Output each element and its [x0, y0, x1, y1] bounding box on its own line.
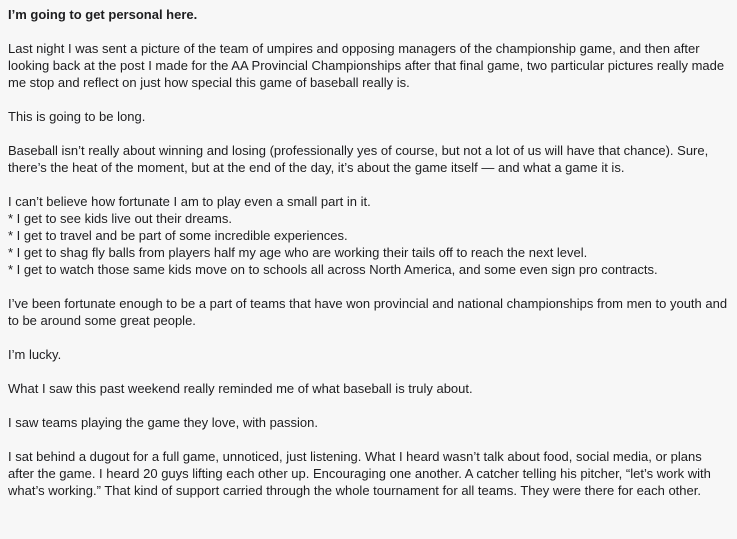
paragraph-lucky: I’m lucky. — [8, 347, 62, 362]
paragraph-passion: I saw teams playing the game they love, with passion. — [8, 415, 318, 430]
paragraph-dugout: I sat behind a dugout for a full game, unnoticed, just listening. What I heard wasn’t talk about food, social media, or plans after the game. I heard 20 guys lifting each other up. Encouraging one another. A catcher telling his pitcher, “let’s work with what’s working.” That kind of support carried through the whole tournament for all teams. They were there for each other. — [8, 449, 711, 498]
paragraph-long-note: This is going to be long. — [8, 109, 146, 124]
list-item: * I get to shag fly balls from players half my age who are working their tails off to reach the next level. — [8, 245, 588, 260]
paragraph-championships: I’ve been fortunate enough to be a part of teams that have won provincial and national championships from men to youth and to be around some great people. — [8, 296, 728, 328]
list-intro: I can’t believe how fortunate I am to play even a small part in it. — [8, 194, 371, 209]
paragraph-winning-losing: Baseball isn’t really about winning and losing (professionally yes of course, but not a lot of us will have that chance). Sure, there’s the heat of the moment, but at the end of the day, it’s about the game itself — and what a game it is. — [8, 143, 709, 175]
post-heading: I’m going to get personal here. — [8, 7, 198, 22]
paragraph-weekend: What I saw this past weekend really reminded me of what baseball is truly about. — [8, 381, 473, 396]
list-item: * I get to watch those same kids move on to schools all across North America, and some even sign pro contracts. — [8, 262, 658, 277]
list-item: * I get to travel and be part of some incredible experiences. — [8, 228, 348, 243]
fortunate-list — [8, 193, 729, 278]
list-item: * I get to see kids live out their dreams. — [8, 211, 232, 226]
paragraph-intro: Last night I was sent a picture of the team of umpires and opposing managers of the championship game, and then after looking back at the post I made for the AA Provincial Championships after that final game, two particular pictures really made me stop and reflect on just how special this game of baseball really is. — [8, 41, 725, 90]
